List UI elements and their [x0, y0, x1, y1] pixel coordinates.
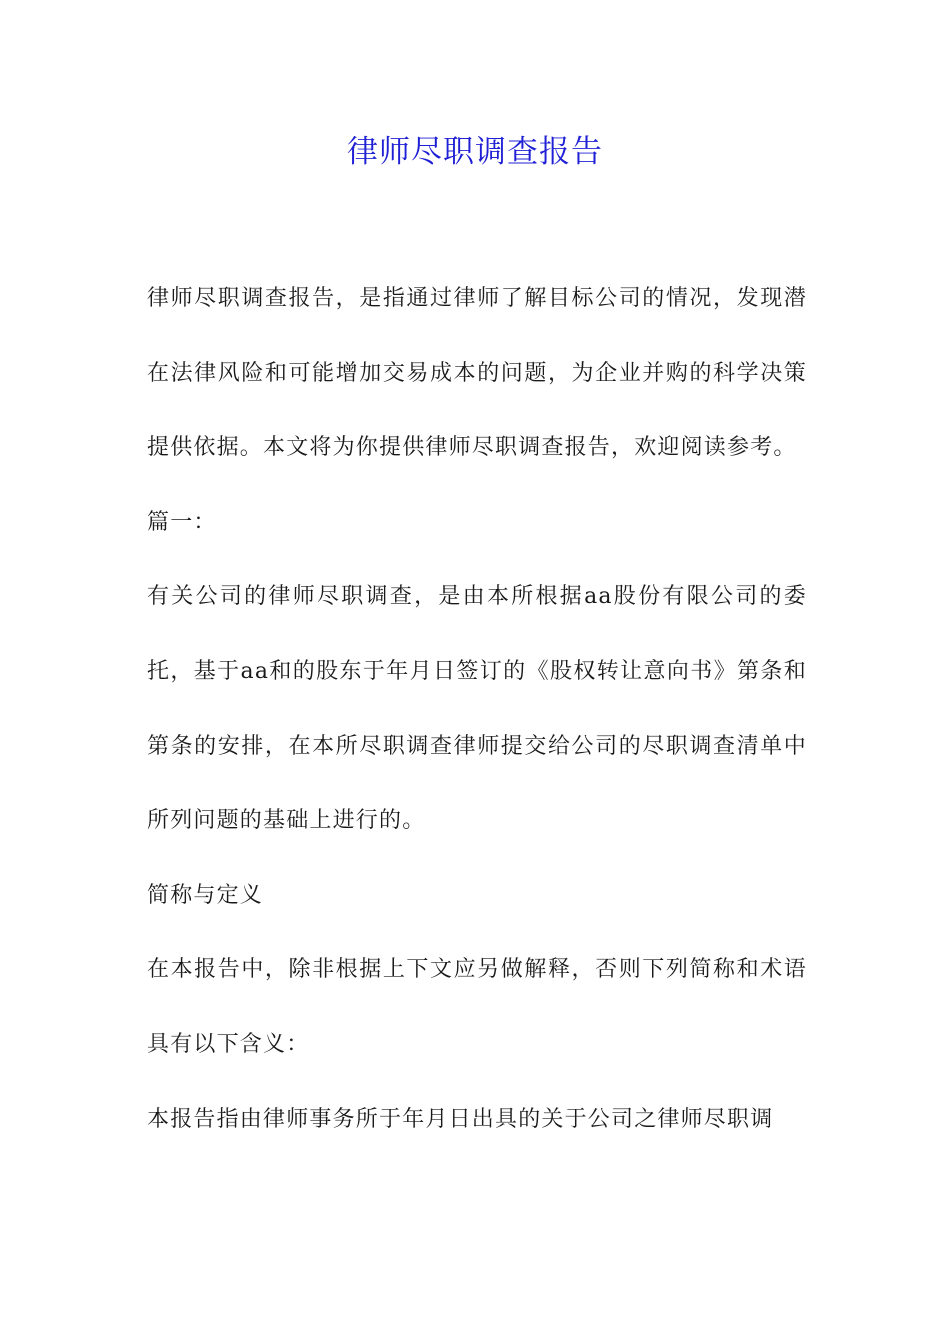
- section-heading-part-one: 篇一：: [147, 509, 217, 535]
- definitions-intro-paragraph: 在本报告中，除非根据上下文应另做解释，否则下列简称和术语具有以下含义：: [147, 957, 807, 1057]
- intro-paragraph: 律师尽职调查报告，是指通过律师了解目标公司的情况，发现潜在法律风险和可能增加交易成本的问题，为企业并购的科学决策提供依据。本文将为你提供律师尽职调查报告，欢迎阅读参考。: [147, 286, 807, 461]
- document-title: 律师尽职调查报告: [347, 134, 603, 170]
- section-heading-definitions: 简称与定义: [147, 882, 264, 908]
- definition-report-paragraph: 本报告指由律师事务所于年月日出具的关于公司之律师尽职调: [147, 1106, 774, 1132]
- document-body: [147, 262, 807, 1157]
- part-one-paragraph: 有关公司的律师尽职调查，是由本所根据aa股份有限公司的委托，基于aa和的股东于年月日签订的《股权转让意向书》第条和第条的安排，在本所尽职调查律师提交给公司的尽职调查清单中所列问题的基础上进行的。: [147, 584, 807, 834]
